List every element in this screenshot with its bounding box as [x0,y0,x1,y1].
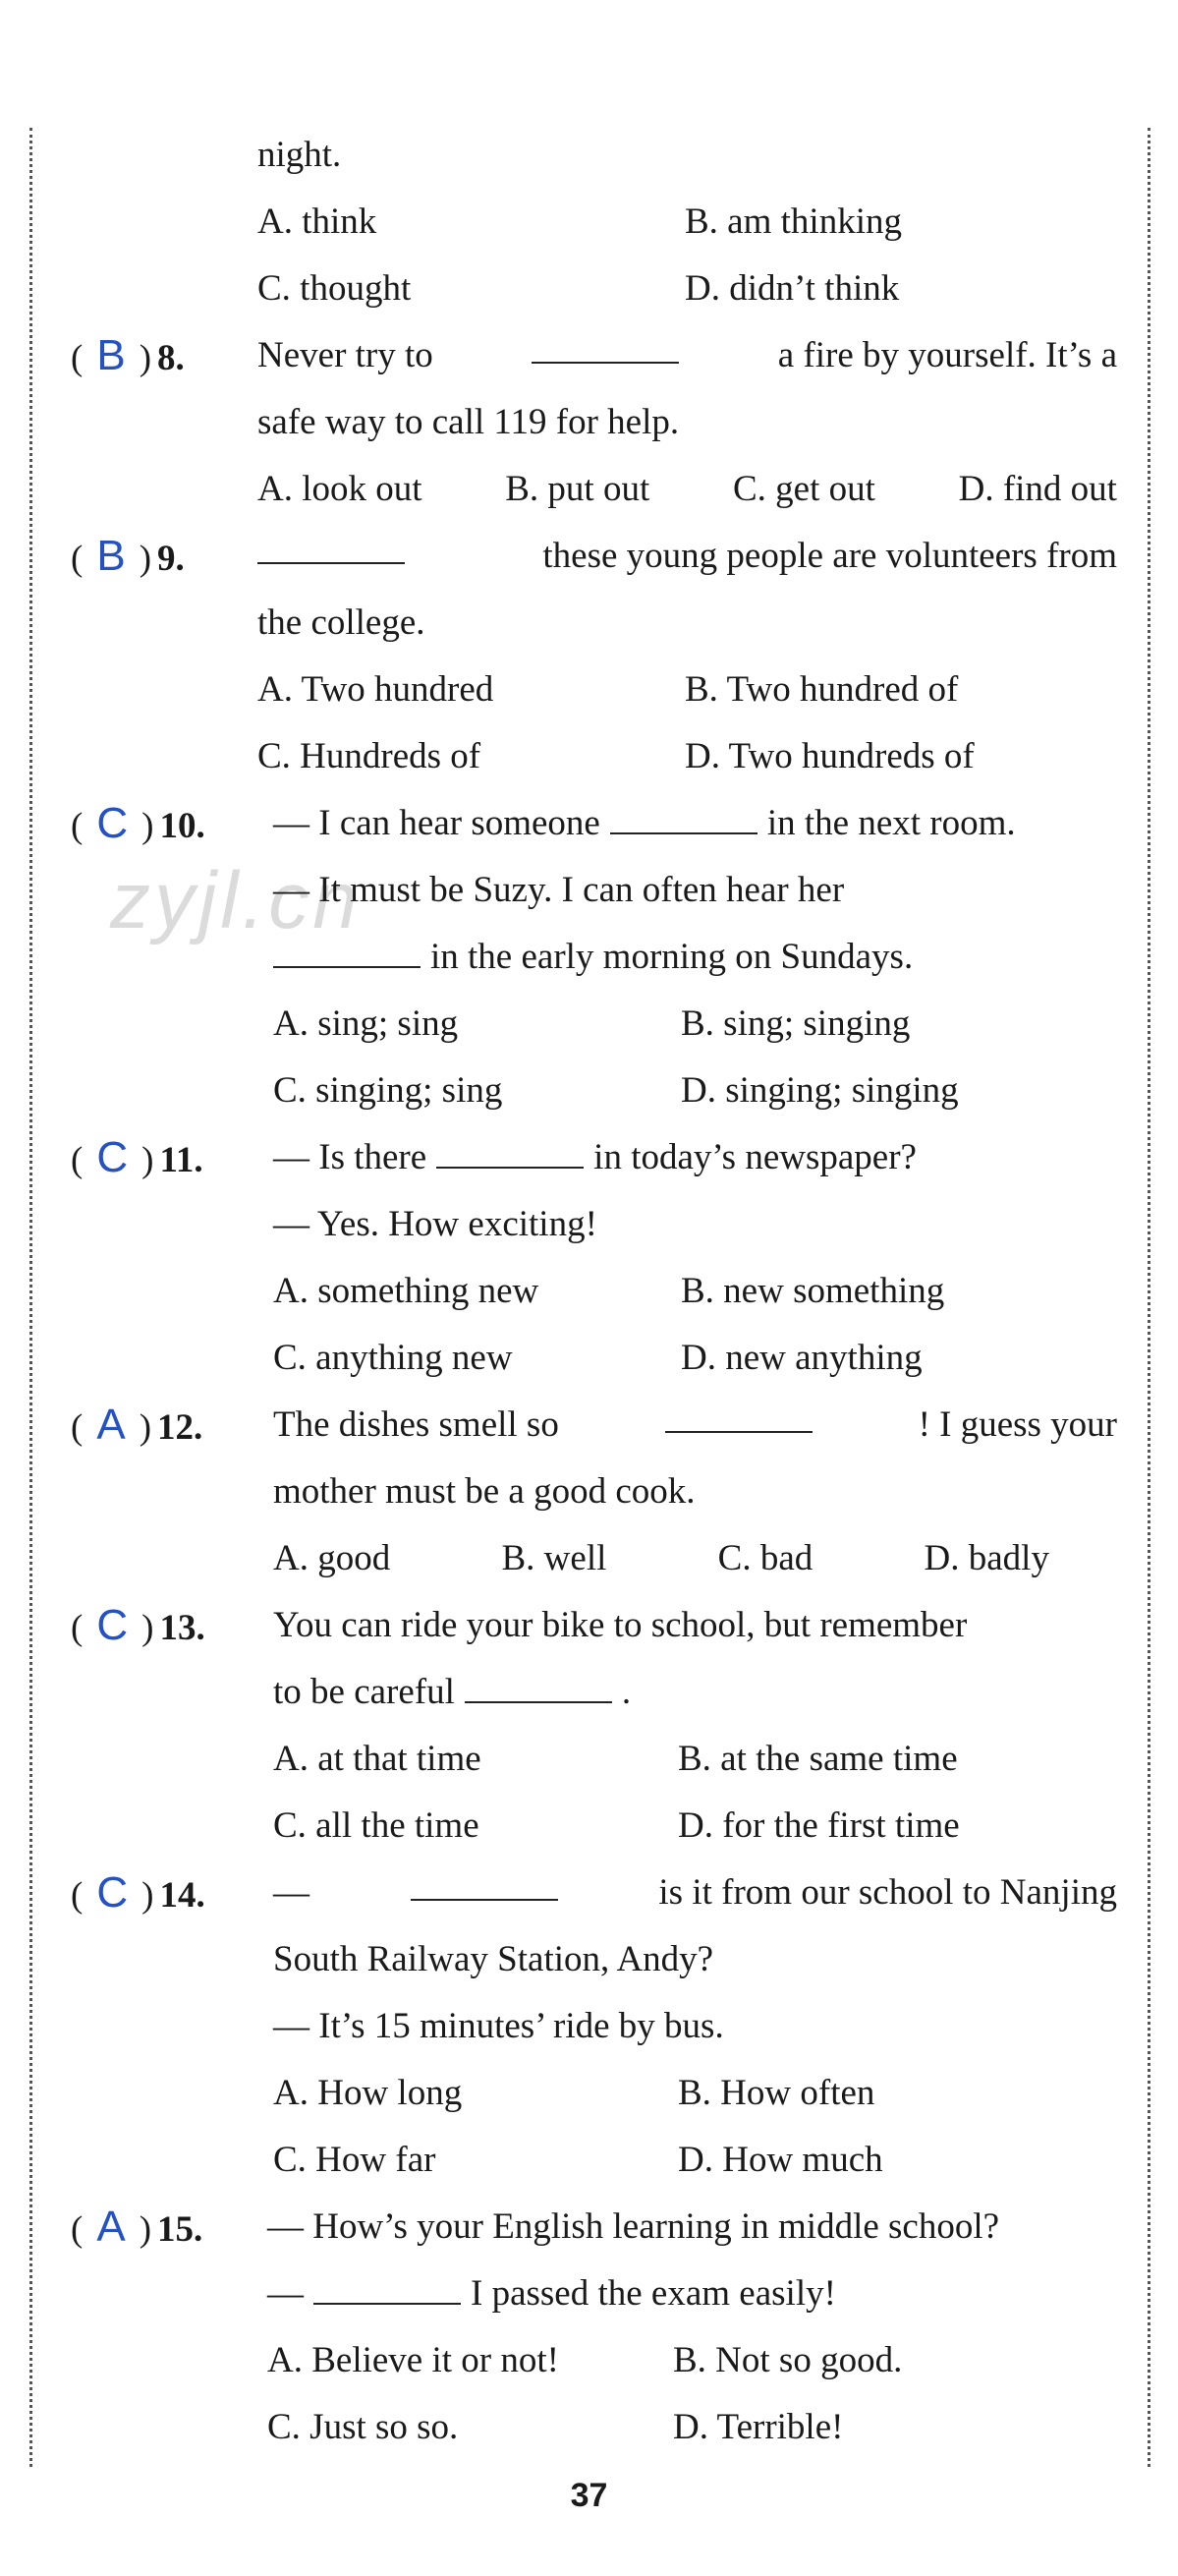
q10-option-c: C. singing; sing [273,1070,503,1111]
q14-option-b: B. How often [678,2073,875,2113]
q13-option-a: A. at that time [273,1739,481,1779]
q11-option-c: C. anything new [273,1338,513,1378]
q8-options: A. look out B. put out C. get out D. find out [257,469,1117,509]
answer-blank [465,1668,612,1703]
q11-stem-line-1: — Is there in today’s newspaper? [273,1130,917,1185]
q7-option-d: D. didn’t think [685,268,900,309]
q15-option-d: D. Terrible! [673,2407,844,2447]
q14-stem-line-1: — is it from our school to Nanjing [273,1865,1117,1920]
answer-blank [313,2269,461,2305]
q15-answer: ( A ) 15. [71,2203,203,2251]
q9-option-b: B. Two hundred of [685,669,959,710]
q9-option-c: C. Hundreds of [257,736,481,776]
q14-option-a: A. How long [273,2073,463,2113]
q13-stem-line-2: to be careful . [273,1665,631,1720]
q15-stem-line-1: — How’s your English learning in middle school? [267,2206,1000,2247]
page-number: 37 [570,2477,608,2514]
answer-blank [532,328,679,364]
q13-option-d: D. for the first time [678,1805,960,1846]
watermark: zyjl.cn [110,856,362,945]
q10-stem-line-3: in the early morning on Sundays. [273,930,913,985]
q10-option-a: A. sing; sing [273,1003,459,1044]
q11-answer: ( C ) 11. [71,1133,203,1181]
q11-option-a: A. something new [273,1271,539,1311]
q15-stem-line-2: — I passed the exam easily! [267,2266,836,2321]
q13-answer: ( C ) 13. [71,1601,205,1649]
q10-stem-line-1: — I can hear someone in the next room. [273,796,1016,851]
q10-answer: ( C ) 10. [71,799,205,847]
q9-option-d: D. Two hundreds of [685,736,975,776]
answer-blank [257,529,405,564]
q8-stem-line-2: safe way to call 119 for help. [257,402,680,442]
q13-option-b: B. at the same time [678,1739,958,1779]
q11-stem-line-2: — Yes. How exciting! [273,1204,597,1244]
q14-option-c: C. How far [273,2140,436,2180]
q15-option-b: B. Not so good. [673,2340,903,2380]
q14-option-d: D. How much [678,2140,883,2180]
q8-stem-line-1: Never try to a fire by yourself. It’s a [257,328,1117,383]
q14-stem-line-3: — It’s 15 minutes’ ride by bus. [273,2006,724,2046]
q9-option-a: A. Two hundred [257,669,494,710]
answer-blank [665,1398,813,1433]
q15-option-c: C. Just so so. [267,2407,459,2447]
q7-option-b: B. am thinking [685,201,902,242]
q12-stem-line-2: mother must be a good cook. [273,1471,696,1512]
left-margin-dotted-line [29,128,32,2467]
q9-stem-line-2: the college. [257,602,425,643]
q14-answer: ( C ) 14. [71,1868,205,1917]
q11-option-d: D. new anything [681,1338,923,1378]
q8-answer: ( B ) 8. [71,331,185,379]
q10-option-b: B. sing; singing [681,1003,911,1044]
answer-blank [610,799,757,834]
answer-blank [411,1865,558,1901]
right-margin-dotted-line [1148,128,1150,2467]
q11-option-b: B. new something [681,1271,945,1311]
q7-stem-tail: night. [257,135,342,175]
q9-stem-line-1: these young people are volunteers from [257,529,1117,584]
q12-stem-line-1: The dishes smell so ! I guess your [273,1398,1117,1453]
q14-stem-line-2: South Railway Station, Andy? [273,1939,714,1979]
q7-option-a: A. think [257,201,377,242]
q12-answer: ( A ) 12. [71,1401,203,1449]
q9-answer: ( B ) 9. [71,532,185,580]
q12-options: A. good B. well C. bad D. badly [273,1538,1049,1578]
q13-option-c: C. all the time [273,1805,479,1846]
q10-stem-line-2: — It must be Suzy. I can often hear her [273,870,845,910]
q7-option-c: C. thought [257,268,412,309]
q13-stem-line-1: You can ride your bike to school, but remember [273,1605,968,1645]
q10-option-d: D. singing; singing [681,1070,959,1111]
answer-blank [273,933,421,968]
answer-blank [436,1133,584,1169]
q15-option-a: A. Believe it or not! [267,2340,559,2380]
